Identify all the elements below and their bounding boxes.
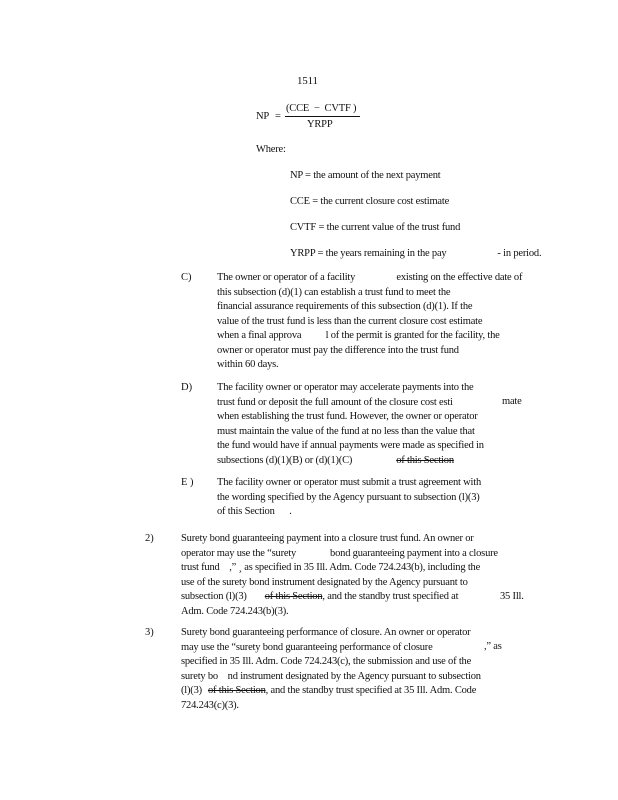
text-fragment: (l)(3): [181, 685, 202, 696]
text-line: the fund would have if annual payments were made as specified in: [217, 440, 484, 451]
text-line: trust fund or deposit the full amount of the closure cost esti: [217, 396, 453, 408]
item-e-text: [217, 476, 481, 520]
item-d-label: D): [181, 382, 193, 393]
item-d-mate: mate: [502, 396, 522, 407]
text-line: The owner or operator of a facility existing on the effective date of: [217, 272, 523, 283]
formula-denominator: YRPP: [307, 119, 333, 130]
item-3-label: 3): [145, 627, 154, 638]
text-line: of this Section .: [217, 506, 292, 517]
definition-cce: CCE = the current closure cost estimate: [290, 196, 450, 207]
text-line: Adm. Code 724.243(b)(3).: [181, 605, 289, 617]
text-line: specified in 35 Ill. Adm. Code 724.243(c), the submission and use of the: [181, 656, 472, 667]
text-line: Surety bond guaranteeing performance of closure. An owner or operator: [181, 627, 471, 638]
item-e-label: E ): [181, 477, 194, 488]
text-line: trust fund ,” ¸ as specified in 35 Ill. Adm. Code 724.243(b), including the: [181, 562, 481, 573]
struck-text: of this Section: [207, 685, 266, 696]
fraction-bar: [285, 116, 360, 117]
item-2-tail: 35 Ill.: [500, 591, 524, 602]
text-fragment: , and the standby trust specified at: [322, 591, 459, 602]
item-c-text: [217, 271, 522, 373]
text-line: owner or operator must pay the difference into the trust fund: [217, 344, 459, 356]
definition-yrpp: YRPP = the years remaining in the pay - in period.: [290, 248, 542, 259]
text-line: the wording specified by the Agency pursuant to subsection (l)(3): [217, 491, 480, 503]
page-number: 1511: [297, 75, 318, 87]
where-label: Where:: [256, 144, 286, 155]
item-2-text: [181, 532, 498, 619]
text-line: may use the “surety bond guaranteeing performance of closure: [181, 641, 433, 653]
definition-cvtf: CVTF = the current value of the trust fund: [290, 222, 461, 233]
formula-lhs: NP: [256, 111, 270, 122]
item-d-text: [217, 381, 484, 468]
text-line: Surety bond guaranteeing payment into a closure trust fund. An owner or: [181, 533, 474, 544]
item-3-tail: ,” as: [484, 641, 502, 652]
text-line: [181, 590, 498, 605]
item-c-label: C): [181, 272, 192, 283]
formula-equals: =: [275, 111, 281, 122]
struck-text: of this Section: [396, 454, 454, 466]
text-line: use of the surety bond instrument designated by the Agency pursuant to: [181, 576, 468, 588]
struck-text: of this Section: [264, 591, 323, 602]
text-line: [217, 454, 484, 469]
definition-np: NP = the amount of the next payment: [290, 170, 441, 181]
text-line: 724.243(c)(3).: [181, 699, 239, 711]
text-line: The facility owner or operator must submit a trust agreement with: [217, 477, 482, 488]
item-3-text: [181, 626, 481, 713]
text-fragment: , and the standby trust specified at 35 Ill. Adm. Code: [265, 685, 477, 696]
text-line: within 60 days.: [217, 359, 279, 370]
text-line: this subsection (d)(1) can establish a trust fund to meet the: [217, 286, 451, 298]
text-line: surety bo nd instrument designated by the Agency pursuant to subsection: [181, 670, 481, 682]
formula-numerator: (CCE − CVTF ): [286, 103, 357, 114]
text-line: when establishing the trust fund. However, the owner or operator: [217, 411, 478, 422]
item-2-label: 2): [145, 533, 154, 544]
text-line: value of the trust fund is less than the current closure cost estimate: [217, 315, 483, 327]
text-line: when a final approva l of the permit is granted for the facility, the: [217, 330, 500, 341]
text-fragment: subsection (l)(3): [181, 591, 247, 602]
text-line: operator may use the “surety bond guaranteeing payment into a closure: [181, 547, 498, 559]
text-line: The facility owner or operator may accelerate payments into the: [217, 382, 474, 393]
text-line: must maintain the value of the fund at no less than the value that: [217, 425, 475, 437]
text-line: financial assurance requirements of this subsection (d)(1). If the: [217, 301, 473, 312]
text-line: [181, 684, 481, 699]
text-fragment: subsections (d)(1)(B) or (d)(1)(C): [217, 454, 353, 466]
